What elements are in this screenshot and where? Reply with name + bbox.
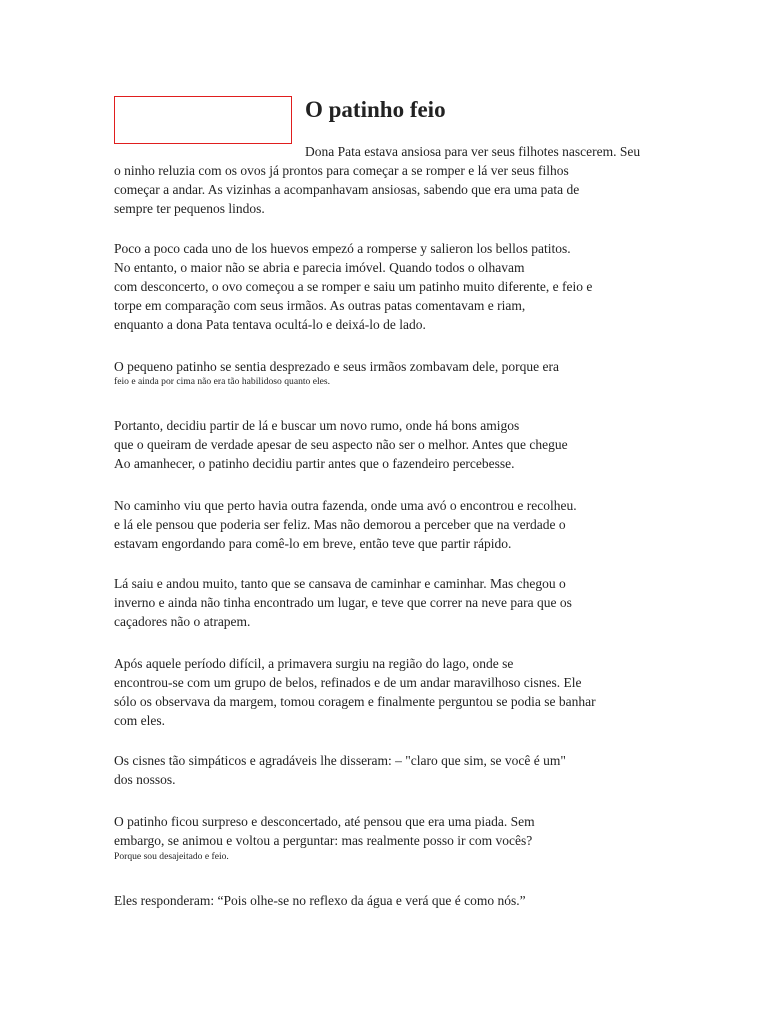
text-line: Poco a poco cada uno de los huevos empezó a romperse y salieron los bellos patitos.: [114, 241, 571, 256]
text-line: enquanto a dona Pata tentava ocultá-lo e deixá-lo de lado.: [114, 317, 426, 332]
text-line: Portanto, decidiu partir de lá e buscar um novo rumo, onde há bons amigos: [114, 418, 520, 433]
text-line: O patinho ficou surpreso e desconcertado, até pensou que era uma piada. Sem: [114, 814, 535, 829]
text-line: Ao amanhecer, o patinho decidiu partir antes que o fazendeiro percebesse.: [114, 456, 515, 471]
text-line: com eles.: [114, 713, 165, 728]
text-line: caçadores não o atrapem.: [114, 614, 251, 629]
text-line: Eles responderam: “Pois olhe-se no reflexo da água e verá que é como nós.”: [114, 893, 526, 908]
text-line: inverno e ainda não tinha encontrado um lugar, e teve que correr na neve para que os: [114, 595, 572, 610]
text-line: Após aquele período difícil, a primavera surgiu na região do lago, onde se: [114, 656, 514, 671]
text-line: dos nossos.: [114, 772, 176, 787]
text-line: O pequeno patinho se sentia desprezado e seus irmãos zombavam dele, porque era: [114, 359, 559, 374]
text-line: e lá ele pensou que poderia ser feliz. Mas não demorou a perceber que na verdade o: [114, 517, 566, 532]
text-line-small: Porque sou desajeitado e feio.: [114, 851, 229, 862]
text-line: começar a andar. As vizinhas a acompanhavam ansiosas, sabendo que era uma pata de: [114, 182, 580, 197]
text-line: embargo, se animou e voltou a perguntar: mas realmente posso ir com vocês?: [114, 833, 533, 848]
text-line: No entanto, o maior não se abria e parecia imóvel. Quando todos o olhavam: [114, 260, 525, 275]
image-placeholder: [114, 96, 292, 144]
text-line: sempre ter pequenos lindos.: [114, 201, 265, 216]
text-line: Lá saiu e andou muito, tanto que se cansava de caminhar e caminhar. Mas chegou o: [114, 576, 566, 591]
text-line-small: feio e ainda por cima não era tão habilidoso quanto eles.: [114, 376, 331, 387]
text-line: torpe em comparação com seus irmãos. As outras patas comentavam e riam,: [114, 298, 526, 313]
text-line: estavam engordando para comê-lo em breve, então teve que partir rápido.: [114, 536, 512, 551]
text-line: No caminho viu que perto havia outra fazenda, onde uma avó o encontrou e recolheu.: [114, 498, 577, 513]
text-line: Os cisnes tão simpáticos e agradáveis lhe disseram: – "claro que sim, se você é um": [114, 753, 566, 768]
text-line: com desconcerto, o ovo começou a se romper e saiu um patinho muito diferente, e feio e: [114, 279, 593, 294]
text-line: encontrou-se com um grupo de belos, refinados e de um andar maravilhoso cisnes. Ele: [114, 675, 582, 690]
text-line: o ninho reluzia com os ovos já prontos para começar a se romper e lá ver seus filhos: [114, 163, 569, 178]
text-line: que o queiram de verdade apesar de seu aspecto não ser o melhor. Antes que chegue: [114, 437, 568, 452]
page-title: O patinho feio: [305, 97, 446, 122]
text-line: Dona Pata estava ansiosa para ver seus filhotes nascerem. Seu: [305, 144, 641, 159]
text-line: sólo os observava da margem, tomou coragem e finalmente perguntou se podia se banhar: [114, 694, 596, 709]
